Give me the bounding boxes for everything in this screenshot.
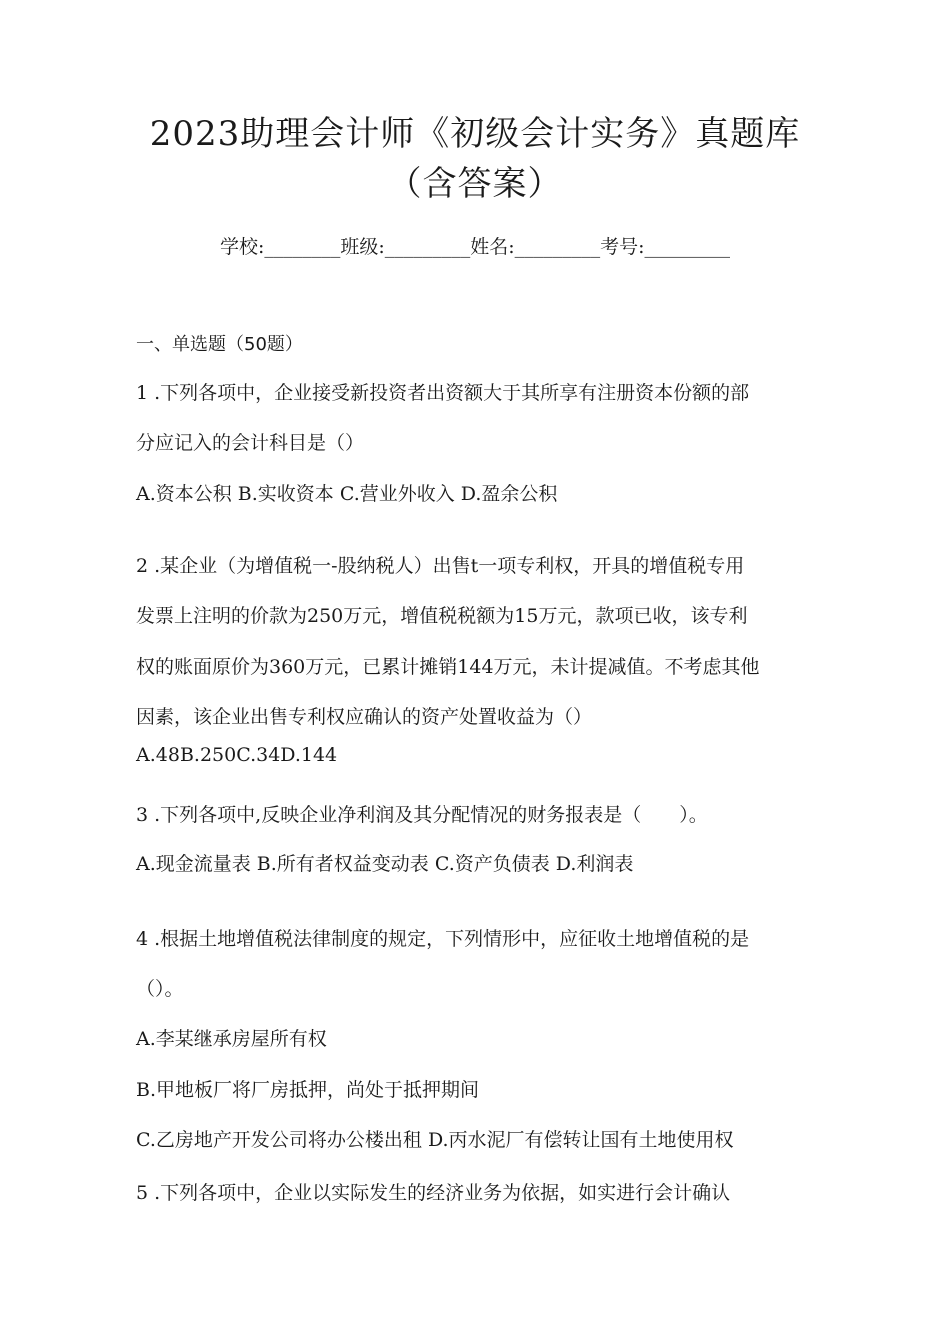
question-1-options: A.资本公积 B.实收资本 C.营业外收入 D.盈余公积 bbox=[136, 483, 558, 505]
question-2-options: A.48B.250C.34D.144 bbox=[136, 744, 338, 766]
question-4-option-a: A.李某继承房屋所有权 bbox=[136, 1028, 327, 1050]
question-4-option-b: B.甲地板厂将厂房抵押，尚处于抵押期间 bbox=[136, 1079, 480, 1101]
question-3-line-1: 3 .下列各项中,反映企业净利润及其分配情况的财务报表是（ ）。 bbox=[136, 804, 708, 826]
question-4-option-cd: C.乙房地产开发公司将办公楼出租 D.丙水泥厂有偿转让国有土地使用权 bbox=[136, 1129, 734, 1151]
question-4-line-2: （）。 bbox=[136, 978, 184, 1000]
question-1-line-2: 分应记入的会计科目是（） bbox=[136, 432, 365, 454]
document-subtitle: （含答案） bbox=[387, 164, 563, 204]
document-title: 2023助理会计师《初级会计实务》真题库 bbox=[149, 114, 801, 154]
question-2-line-3: 权的账面原价为360万元，已累计摊销144万元，未计提减值。不考虑其他 bbox=[136, 656, 760, 678]
question-4-line-1: 4 .根据土地增值税法律制度的规定，下列情形中，应征收土地增值税的是 bbox=[136, 928, 750, 950]
question-3-options: A.现金流量表 B.所有者权益变动表 C.资产负债表 D.利润表 bbox=[136, 853, 634, 875]
section-heading: 一、单选题（50题） bbox=[136, 334, 303, 355]
question-5-line-1: 5 .下列各项中，企业以实际发生的经济业务为依据，如实进行会计确认 bbox=[136, 1182, 731, 1204]
question-2-line-1: 2 .某企业（为增值税一-股纳税人）出售t一项专利权，开具的增值税专用 bbox=[136, 555, 745, 577]
student-info-line: 学校:________班级:_________姓名:_________考号:_________ bbox=[219, 236, 731, 258]
question-2-line-2: 发票上注明的价款为250万元，增值税税额为15万元，款项已收，该专利 bbox=[136, 605, 748, 627]
question-1-line-1: 1 .下列各项中，企业接受新投资者出资额大于其所享有注册资本份额的部 bbox=[136, 382, 750, 404]
question-2-line-4: 因素，该企业出售专利权应确认的资产处置收益为（） bbox=[136, 706, 593, 728]
